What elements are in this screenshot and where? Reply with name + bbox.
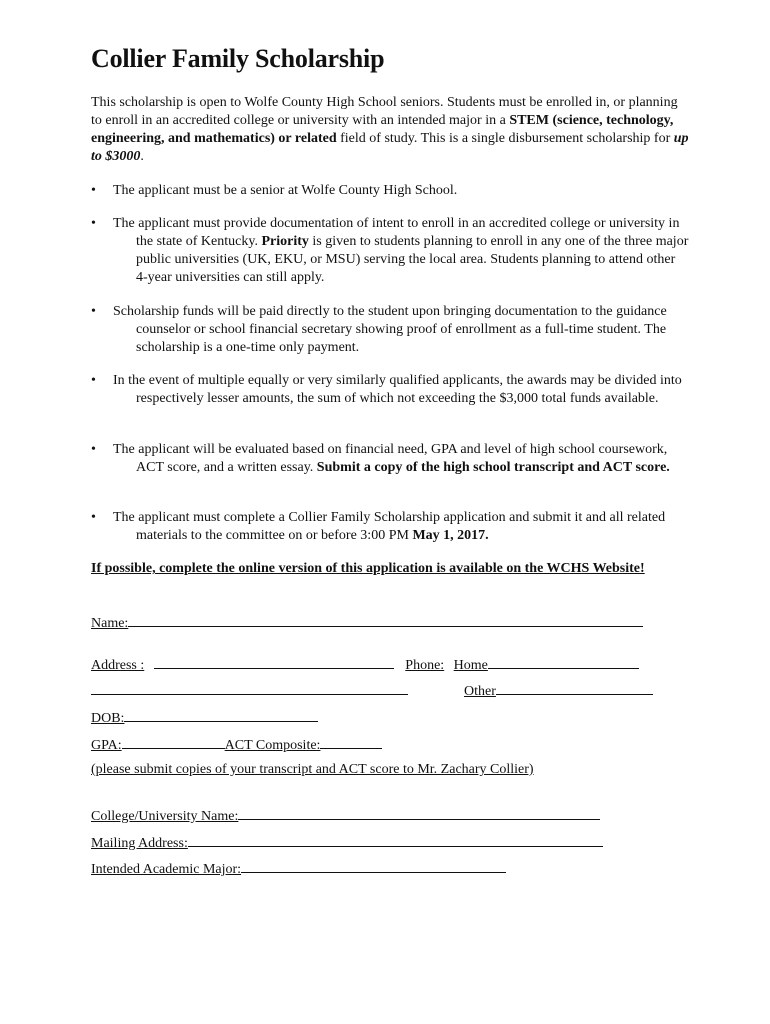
dob-field[interactable] xyxy=(124,707,318,722)
bullet-icon: • xyxy=(91,510,96,525)
major-label: Intended Academic Major: xyxy=(91,862,242,877)
list-item-bold-text: Priority xyxy=(261,234,309,249)
intro-text-3: . xyxy=(140,149,144,164)
intro-text-1: This scholarship is open to Wolfe County High School seniors. Students must be enrolled in, or planning to enroll in an accredited college or university with an intended major in a xyxy=(91,95,678,128)
online-application-note: If possible, complete the online version of this application is available on the WCHS Website! xyxy=(91,561,645,576)
intro-amount-text: up to $3000 xyxy=(91,131,689,164)
act-composite-field[interactable] xyxy=(320,734,382,749)
list-item-text-part: The applicant will be evaluated based on financial need, GPA and level of high school coursework, ACT score, and a written essay. xyxy=(113,442,668,475)
address-field-line-2[interactable] xyxy=(91,680,408,695)
list-item-text: The applicant must be a senior at Wolfe County High School. xyxy=(113,183,458,198)
list-item-text-part: The applicant must complete a Collier Family Scholarship application and submit it and all related materials to the committee on or before 3:00 PM xyxy=(113,510,666,543)
list-item-text: Scholarship funds will be paid directly to the student upon bringing documentation to the guidance counselor or school financial secretary showing proof of enrollment as a full-time student. The scholarship is a one-time only payment. xyxy=(113,304,667,355)
gpa-act-row xyxy=(91,734,382,755)
phone-other-field[interactable] xyxy=(496,680,653,695)
page-title: Collier Family Scholarship xyxy=(91,44,385,73)
list-item-text xyxy=(91,441,689,477)
list-item xyxy=(91,182,689,200)
bullet-icon: • xyxy=(91,304,96,319)
name-field[interactable] xyxy=(128,612,643,627)
college-field[interactable] xyxy=(238,805,600,820)
mailing-address-field[interactable] xyxy=(188,832,603,847)
address-label: Address : xyxy=(91,658,145,673)
list-item-text xyxy=(91,509,689,545)
intro-stem-text: STEM (science, technology, engineering, and mathematics) or related xyxy=(91,113,674,146)
address-row xyxy=(91,654,639,675)
bullet-icon: • xyxy=(91,442,96,457)
dob-label: DOB: xyxy=(91,711,125,726)
bullet-icon: • xyxy=(91,183,96,198)
address-row-2 xyxy=(91,680,408,701)
phone-other-label: Other xyxy=(464,684,496,699)
act-composite-label: ACT Composite: xyxy=(224,738,321,753)
phone-other-row xyxy=(464,680,653,701)
list-item xyxy=(91,509,689,545)
address-field-line-1[interactable] xyxy=(154,654,394,669)
name-label: Name: xyxy=(91,616,129,631)
college-row xyxy=(91,805,600,826)
bullet-icon: • xyxy=(91,216,96,231)
list-item-text-part: The applicant must provide documentation of intent to enroll in an accredited college or university in the state of Kentucky. xyxy=(113,216,680,249)
phone-home-label: Home xyxy=(453,658,488,673)
major-row xyxy=(91,858,506,879)
phone-label: Phone: xyxy=(405,658,445,673)
list-item-text: In the event of multiple equally or very similarly qualified applicants, the awards may be divided into respectively lesser amounts, the sum of which not exceeding the $3,000 total funds available. xyxy=(113,373,682,406)
mailing-row xyxy=(91,832,603,853)
college-label: College/University Name: xyxy=(91,809,239,824)
list-item xyxy=(91,215,689,287)
list-item xyxy=(91,303,689,357)
intro-text-2: field of study. This is a single disbursement scholarship for xyxy=(336,131,674,146)
list-item xyxy=(91,372,689,408)
major-field[interactable] xyxy=(241,858,506,873)
bullet-icon: • xyxy=(91,373,96,388)
gpa-label: GPA: xyxy=(91,738,122,753)
list-item-text xyxy=(91,215,689,287)
intro-paragraph xyxy=(91,94,691,166)
name-row xyxy=(91,612,643,633)
transcript-note: (please submit copies of your transcript and ACT score to Mr. Zachary Collier) xyxy=(91,762,534,777)
mailing-address-label: Mailing Address: xyxy=(91,836,188,851)
list-item-bold-text: May 1, 2017. xyxy=(412,528,489,543)
list-item-bold-text: Submit a copy of the high school transcript and ACT score. xyxy=(316,460,670,475)
list-item-text-part: is given to students planning to enroll in any one of the three major public universities (UK, EKU, or MSU) serving the local area. Students planning to attend other 4-year universities can still apply. xyxy=(136,234,689,285)
gpa-field[interactable] xyxy=(122,734,225,749)
phone-home-field[interactable] xyxy=(488,654,639,669)
list-item xyxy=(91,441,689,477)
dob-row xyxy=(91,707,318,728)
